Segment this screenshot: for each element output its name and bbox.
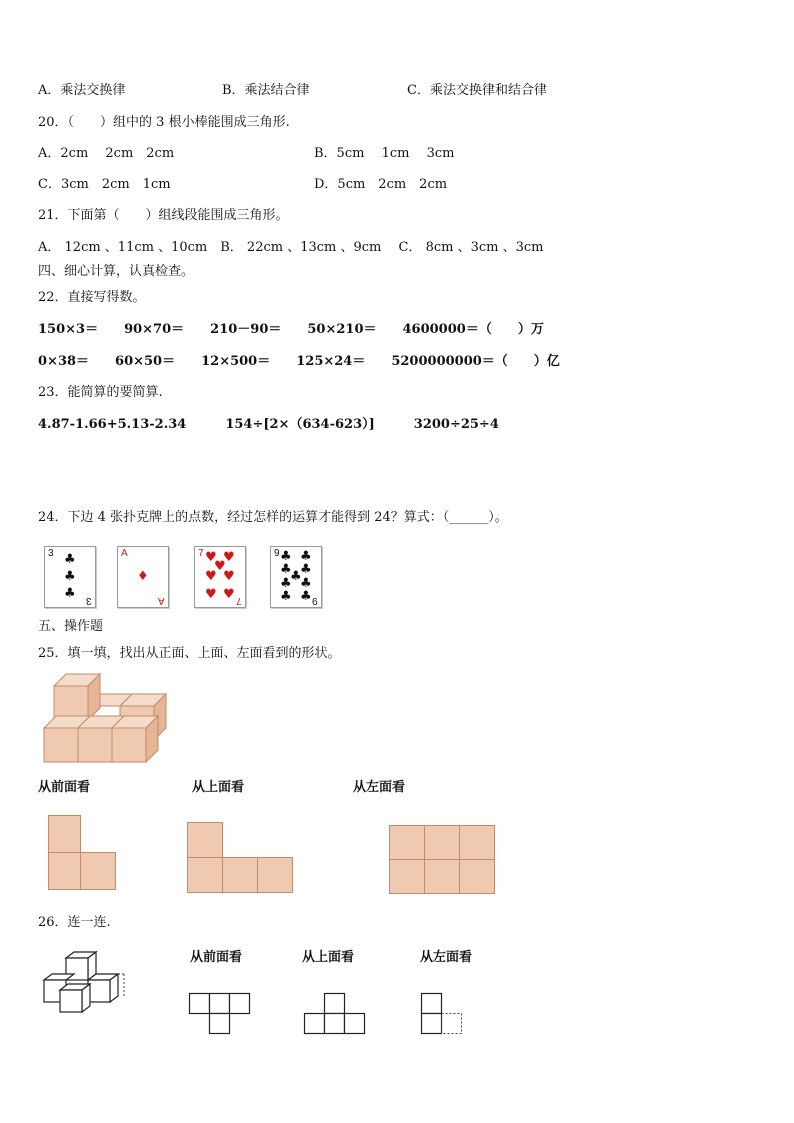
q22-row2: 0×38＝ 60×50＝ 12×500＝ 125×24＝ 5200000000＝（ ）亿	[38, 354, 560, 369]
heart-icon: ♥	[214, 559, 226, 574]
q26-label-top-view: 从上面看	[302, 950, 355, 965]
club-icon: ♣	[300, 576, 312, 591]
card-rank: 3	[48, 548, 54, 559]
club-icon: ♣	[280, 576, 292, 591]
q25-label-left-view: 从左面看	[353, 780, 406, 795]
playing-card-clubs-3	[44, 546, 96, 608]
q26-cube-solid	[44, 950, 134, 1015]
q24-stem: 24．下边 4 张扑克牌上的点数，经过怎样的运算才能得到 24？算式：（______）。	[38, 510, 508, 525]
card-rank: 7	[236, 595, 242, 606]
q19-option-c: C．乘法交换律和结合律	[407, 83, 547, 98]
club-icon: ♣	[280, 562, 292, 577]
q23-expressions: 4.87-1.66+5.13-2.34 154÷[2×（634-623）] 3200÷25÷4	[38, 417, 499, 432]
q20-option-a: A．2cm 2cm 2cm	[38, 146, 175, 161]
q25-front-view-shape	[48, 815, 118, 891]
q26-left-view-shape	[421, 993, 463, 1035]
club-icon: ♣	[300, 549, 312, 564]
q20-option-b: B．5cm 1cm 3cm	[314, 146, 455, 161]
q19-option-b: B．乘法结合律	[222, 83, 310, 98]
card-rank: A	[121, 548, 128, 559]
playing-card-clubs-9	[270, 546, 322, 608]
q19-option-a: A．乘法交换律	[38, 83, 126, 98]
q25-stem: 25．填一填，找出从正面、上面、左面看到的形状。	[38, 646, 341, 661]
q26-front-view-shape	[189, 993, 251, 1035]
card-rank: A	[158, 595, 165, 606]
heart-icon: ♥	[205, 550, 217, 565]
club-icon: ♣	[280, 589, 292, 604]
q25-label-front-view: 从前面看	[38, 780, 91, 795]
club-icon: ♣	[300, 562, 312, 577]
q26-label-left-view: 从左面看	[420, 950, 473, 965]
cube	[54, 674, 100, 720]
card-rank: 9	[274, 548, 280, 559]
q25-top-view-shape	[187, 822, 295, 894]
q22-stem: 22．直接写得数。	[38, 290, 146, 305]
playing-card-hearts-7	[194, 546, 246, 608]
club-icon: ♣	[64, 569, 76, 584]
q25-label-top-view: 从上面看	[192, 780, 245, 795]
club-icon: ♣	[290, 569, 302, 584]
heart-icon: ♥	[223, 569, 235, 584]
q21-stem: 21．下面第（ ）组线段能围成三角形。	[38, 208, 289, 223]
q20-option-c: C．3cm 2cm 1cm	[38, 177, 171, 192]
q26-label-front-view: 从前面看	[190, 950, 243, 965]
section4-heading: 四、细心计算，认真检查。	[38, 264, 195, 279]
card-rank: 7	[198, 548, 204, 559]
club-icon: ♣	[64, 552, 76, 567]
club-icon: ♣	[280, 549, 292, 564]
diamond-icon: ♦	[137, 569, 149, 584]
cube	[112, 716, 158, 762]
q26-stem: 26．连一连.	[38, 915, 111, 930]
q23-stem: 23．能简算的要简算.	[38, 385, 163, 400]
q25-cube-solid	[40, 672, 175, 767]
q20-option-d: D．5cm 2cm 2cm	[314, 177, 448, 192]
club-icon: ♣	[64, 586, 76, 601]
playing-card-diamonds-ace	[117, 546, 169, 608]
heart-icon: ♥	[223, 550, 235, 565]
heart-icon: ♥	[205, 569, 217, 584]
club-icon: ♣	[300, 589, 312, 604]
section5-heading: 五、操作题	[38, 619, 104, 634]
q26-top-view-shape	[304, 993, 366, 1035]
q22-row1: 150×3＝ 90×70＝ 210－90＝ 50×210＝ 4600000＝（ ）万	[38, 322, 544, 337]
card-rank: 9	[312, 595, 318, 606]
q20-stem: 20．（ ）组中的 3 根小棒能围成三角形.	[38, 115, 290, 130]
q21-options: A． 12cm 、11cm 、10cm B． 22cm 、13cm 、9cm C． 8cm 、3cm 、3cm	[38, 240, 544, 255]
card-rank: 3	[86, 595, 92, 606]
heart-icon: ♥	[205, 587, 217, 602]
q25-left-view-shape	[389, 825, 497, 895]
heart-icon: ♥	[223, 587, 235, 602]
